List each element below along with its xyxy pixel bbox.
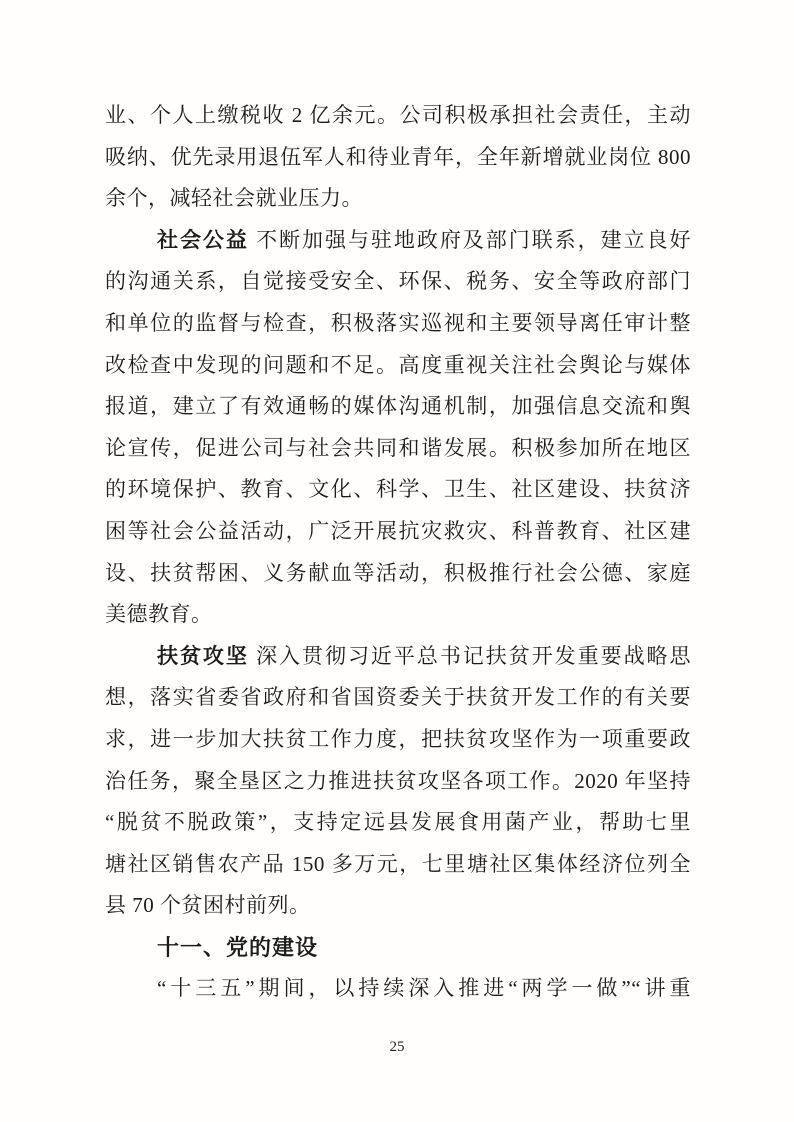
text-line: 想，落实省委省政府和省国资委关于扶贫开发工作的有关要 — [105, 685, 691, 710]
run-in-heading: 社会公益 — [157, 227, 249, 252]
text-line: 设、扶贫帮困、义务献血等活动，积极推行社会公德、家庭 — [105, 560, 691, 585]
text-line: 论宣传，促进公司与社会共同和谐发展。积极参加所在地区 — [105, 435, 691, 460]
text-run: 深入贯彻习近平总书记扶贫开发重要战略思 — [248, 643, 692, 668]
text-line: 求，进一步加大扶贫工作力度，把扶贫攻坚作为一项重要政 — [105, 726, 691, 751]
text-line: 改检查中发现的问题和不足。高度重视关注社会舆论与媒体 — [105, 352, 691, 377]
text-line: 吸纳、优先录用退伍军人和待业青年，全年新增就业岗位 800 — [105, 144, 691, 169]
paragraph — [105, 220, 691, 636]
paragraph — [105, 636, 691, 927]
text-line: 业、个人上缴税收 2 亿余元。公司积极承担社会责任，主动 — [105, 103, 691, 127]
text-line: 余个，减轻社会就业压力。 — [105, 186, 363, 211]
text-line: 的沟通关系，自觉接受安全、环保、税务、安全等政府部门 — [105, 269, 691, 294]
page-number: 25 — [389, 1039, 405, 1055]
section-heading: 十一、党的建设 — [157, 934, 319, 960]
page-content — [105, 95, 691, 1010]
text-line: “脱贫不脱政策”，支持定远县发展食用菌产业，帮助七里 — [105, 810, 691, 835]
text-line: 的环境保护、教育、文化、科学、卫生、社区建设、扶贫济 — [105, 477, 691, 502]
text-line: 报道，建立了有效通畅的媒体沟通机制，加强信息交流和舆 — [105, 394, 691, 419]
text-line: 和单位的监督与检查，积极落实巡视和主要领导离任审计整 — [105, 310, 691, 335]
text-line: 塘社区销售农产品 150 多万元，七里塘社区集体经济位列全 — [105, 851, 691, 876]
text-line: 县 70 个贫困村前列。 — [105, 893, 311, 918]
paragraph — [105, 95, 691, 220]
text-line: 治任务，聚全垦区之力推进扶贫攻坚各项工作。2020 年坚持 — [105, 768, 691, 793]
text-line: 困等社会公益活动，广泛开展抗灾救灾、科普教育、社区建 — [105, 518, 691, 543]
text-line — [105, 220, 691, 262]
text-line: 美德教育。 — [105, 602, 213, 627]
text-run: 不断加强与驻地政府及部门联系，建立良好 — [248, 227, 692, 252]
paragraph — [105, 968, 691, 1010]
run-in-heading: 扶贫攻坚 — [157, 643, 249, 668]
text-line — [105, 636, 691, 678]
text-line: “十三五”期间，以持续深入推进“两学一做”“讲重 — [157, 976, 691, 1001]
